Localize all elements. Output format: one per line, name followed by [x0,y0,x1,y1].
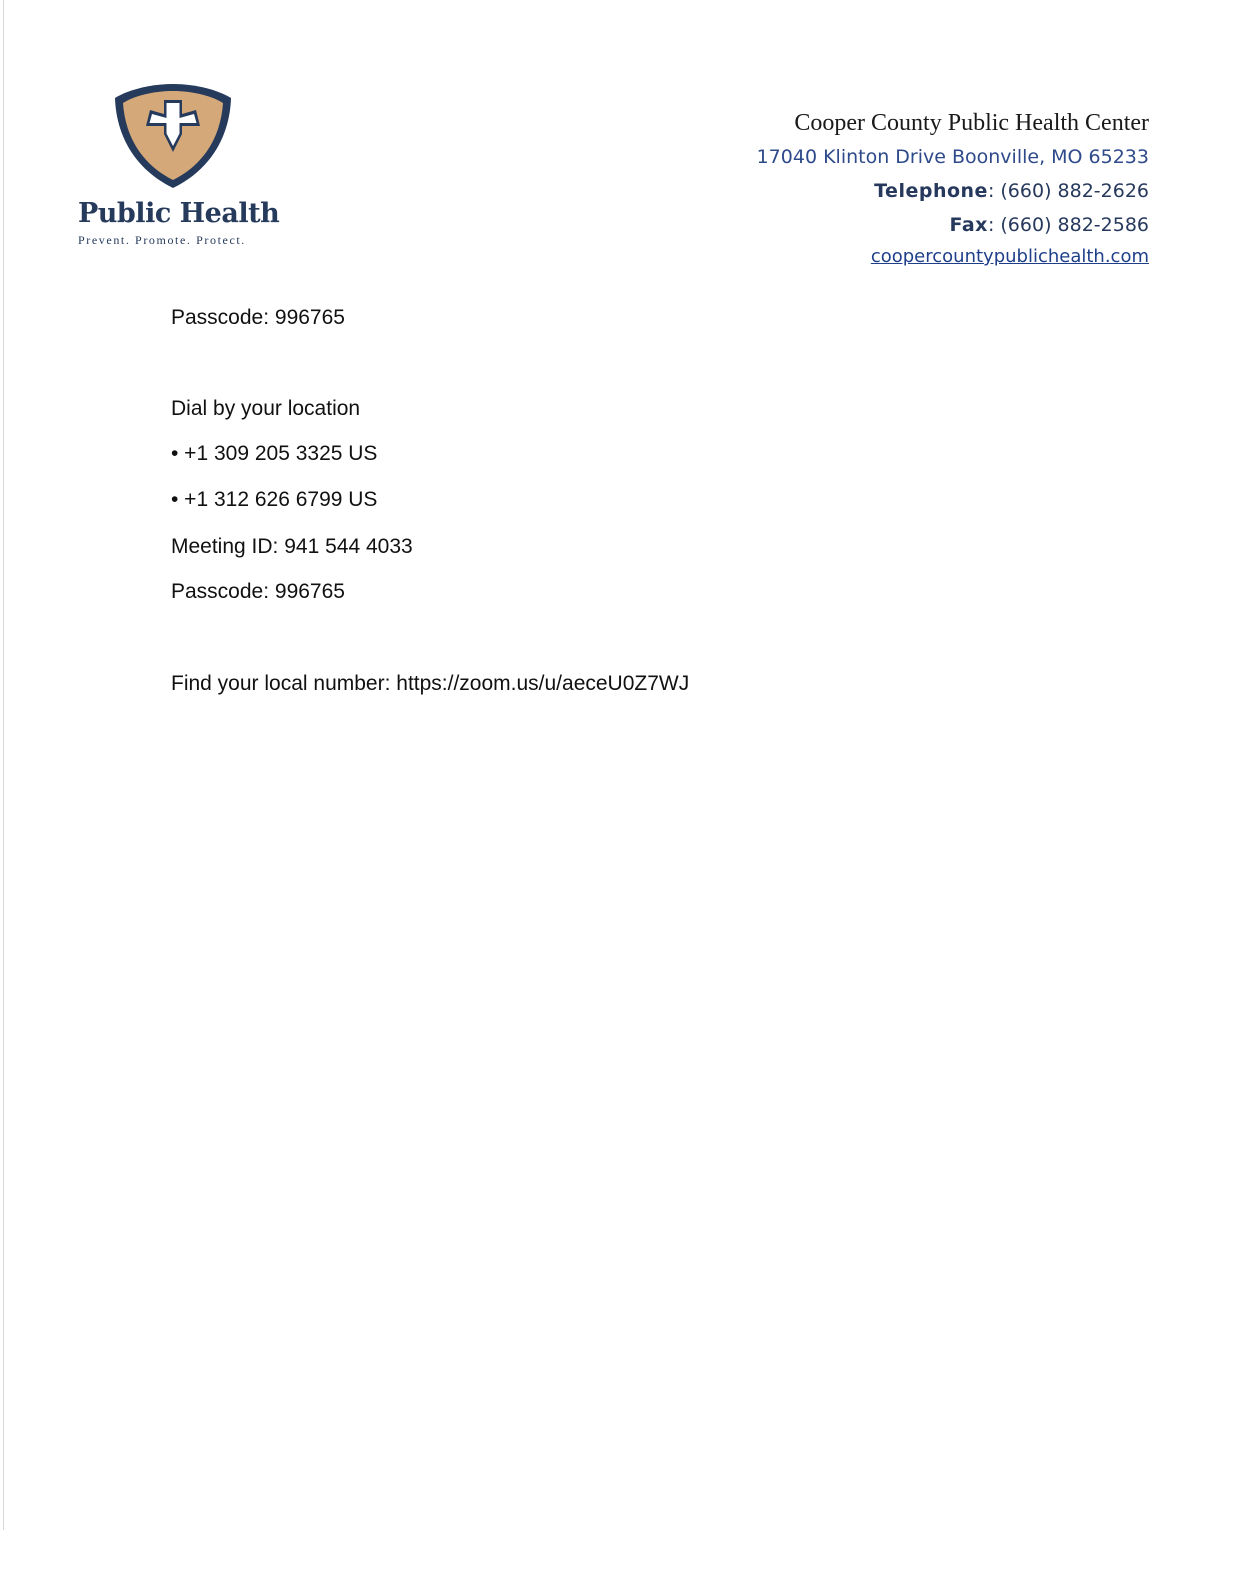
telephone-line [757,174,1149,208]
passcode-line: Passcode: 996765 [171,580,345,603]
fax-label: Fax [949,214,988,236]
website-link[interactable]: coopercountypublichealth.com [870,246,1149,267]
meeting-id-line: Meeting ID: 941 544 4033 [171,535,413,558]
fax-value: : (660) 882-2586 [987,214,1149,236]
list-item: • +1 309 205 3325 US [171,442,378,465]
letterhead-contact [757,106,1149,272]
address: 17040 Klinton Drive Boonville, MO 65233 [756,146,1149,168]
organization-name: Cooper County Public Health Center [794,110,1149,136]
passcode-line: Passcode: 996765 [171,306,345,329]
logo-tagline: Prevent. Promote. Protect. [78,233,246,247]
page-edge-line [3,0,4,1530]
dial-heading: Dial by your location [171,397,361,420]
public-health-logo [76,80,280,255]
telephone-label: Telephone [874,180,988,202]
shield-cross-icon [112,80,234,192]
logo-title: Public Health [78,198,280,229]
fax-line [757,208,1149,242]
local-number-line: Find your local number: https://zoom.us/u/aeceU0Z7WJ [171,672,690,695]
list-item: • +1 312 626 6799 US [171,488,378,511]
telephone-value: : (660) 882-2626 [987,180,1149,202]
